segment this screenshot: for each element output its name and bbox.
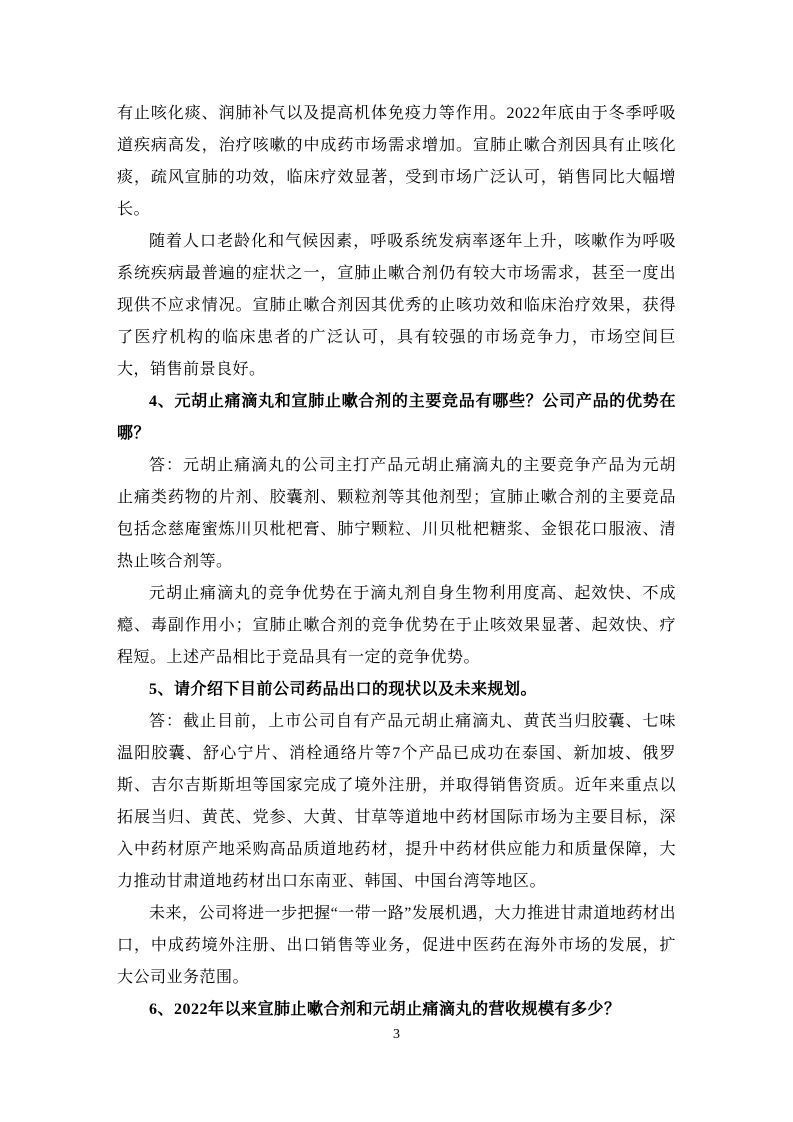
page-content: [117, 98, 676, 1026]
paragraph-continuation: 有止咳化痰、润肺补气以及提高机体免疫力等作用。2022年底由于冬季呼吸道疾病高发，治疗咳嗽的中成药市场需求增加。宣肺止嗽合剂因具有止咳化痰，疏风宣肺的功效，临床疗效显著，受到市场广泛认可，销售同比大幅增长。: [117, 105, 676, 218]
page-number: 3: [393, 1027, 400, 1042]
paragraph: 随着人口老龄化和气候因素，呼吸系统发病率逐年上升，咳嗽作为呼吸系统疾病最普遍的症状之一，宣肺止嗽合剂仍有较大市场需求，甚至一度出现供不应求情况。宣肺止嗽合剂因其优秀的止咳功效和临床治疗效果，获得了医疗机构的临床患者的广泛认可，具有较强的市场竞争力，市场空间巨大，销售前景良好。: [117, 233, 676, 378]
paragraph: 未来，公司将进一步把握“一带一路”发展机遇，大力推进甘肃道地药材出口，中成药境外注册、出口销售等业务，促进中医药在海外市场的发展，扩大公司业务范围。: [117, 905, 676, 986]
question-heading-4: 4、元胡止痛滴丸和宣肺止嗽合剂的主要竞品有哪些？公司产品的优势在哪？: [117, 393, 676, 442]
question-heading-5: 5、请介绍下目前公司药品出口的现状以及未来规划。: [149, 681, 538, 698]
paragraph: 元胡止痛滴丸的竞争优势在于滴丸剂自身生物利用度高、起效快、不成瘾、毒副作用小；宣肺止嗽合剂的竞争优势在于止咳效果显著、起效快、疗程短。上述产品相比于竞品具有一定的竞争优势。: [117, 585, 676, 666]
answer-paragraph: 答：截止目前，上市公司自有产品元胡止痛滴丸、黄芪当归胶囊、七味温阳胶囊、舒心宁片、消栓通络片等7个产品已成功在泰国、新加坡、俄罗斯、吉尔吉斯斯坦等国家完成了境外注册，并取得销售资质。近年来重点以拓展当归、黄芪、党参、大黄、甘草等道地中药材国际市场为主要目标，深入中药材原产地采购高品质道地药材，提升中药材供应能力和质量保障，大力推动甘肃道地药材出口东南亚、韩国、中国台湾等地区。: [117, 713, 676, 890]
question-heading-6: 6、2022年以来宣肺止嗽合剂和元胡止痛滴丸的营收规模有多少？: [149, 1001, 621, 1018]
answer-paragraph: 答：元胡止痛滴丸的公司主打产品元胡止痛滴丸的主要竞争产品为元胡止痛类药物的片剂、胶囊剂、颗粒剂等其他剂型；宣肺止嗽合剂的主要竞品包括念慈庵蜜炼川贝枇杷膏、肺宁颗粒、川贝枇杷糖浆、金银花口服液、清热止咳合剂等。: [117, 457, 676, 570]
